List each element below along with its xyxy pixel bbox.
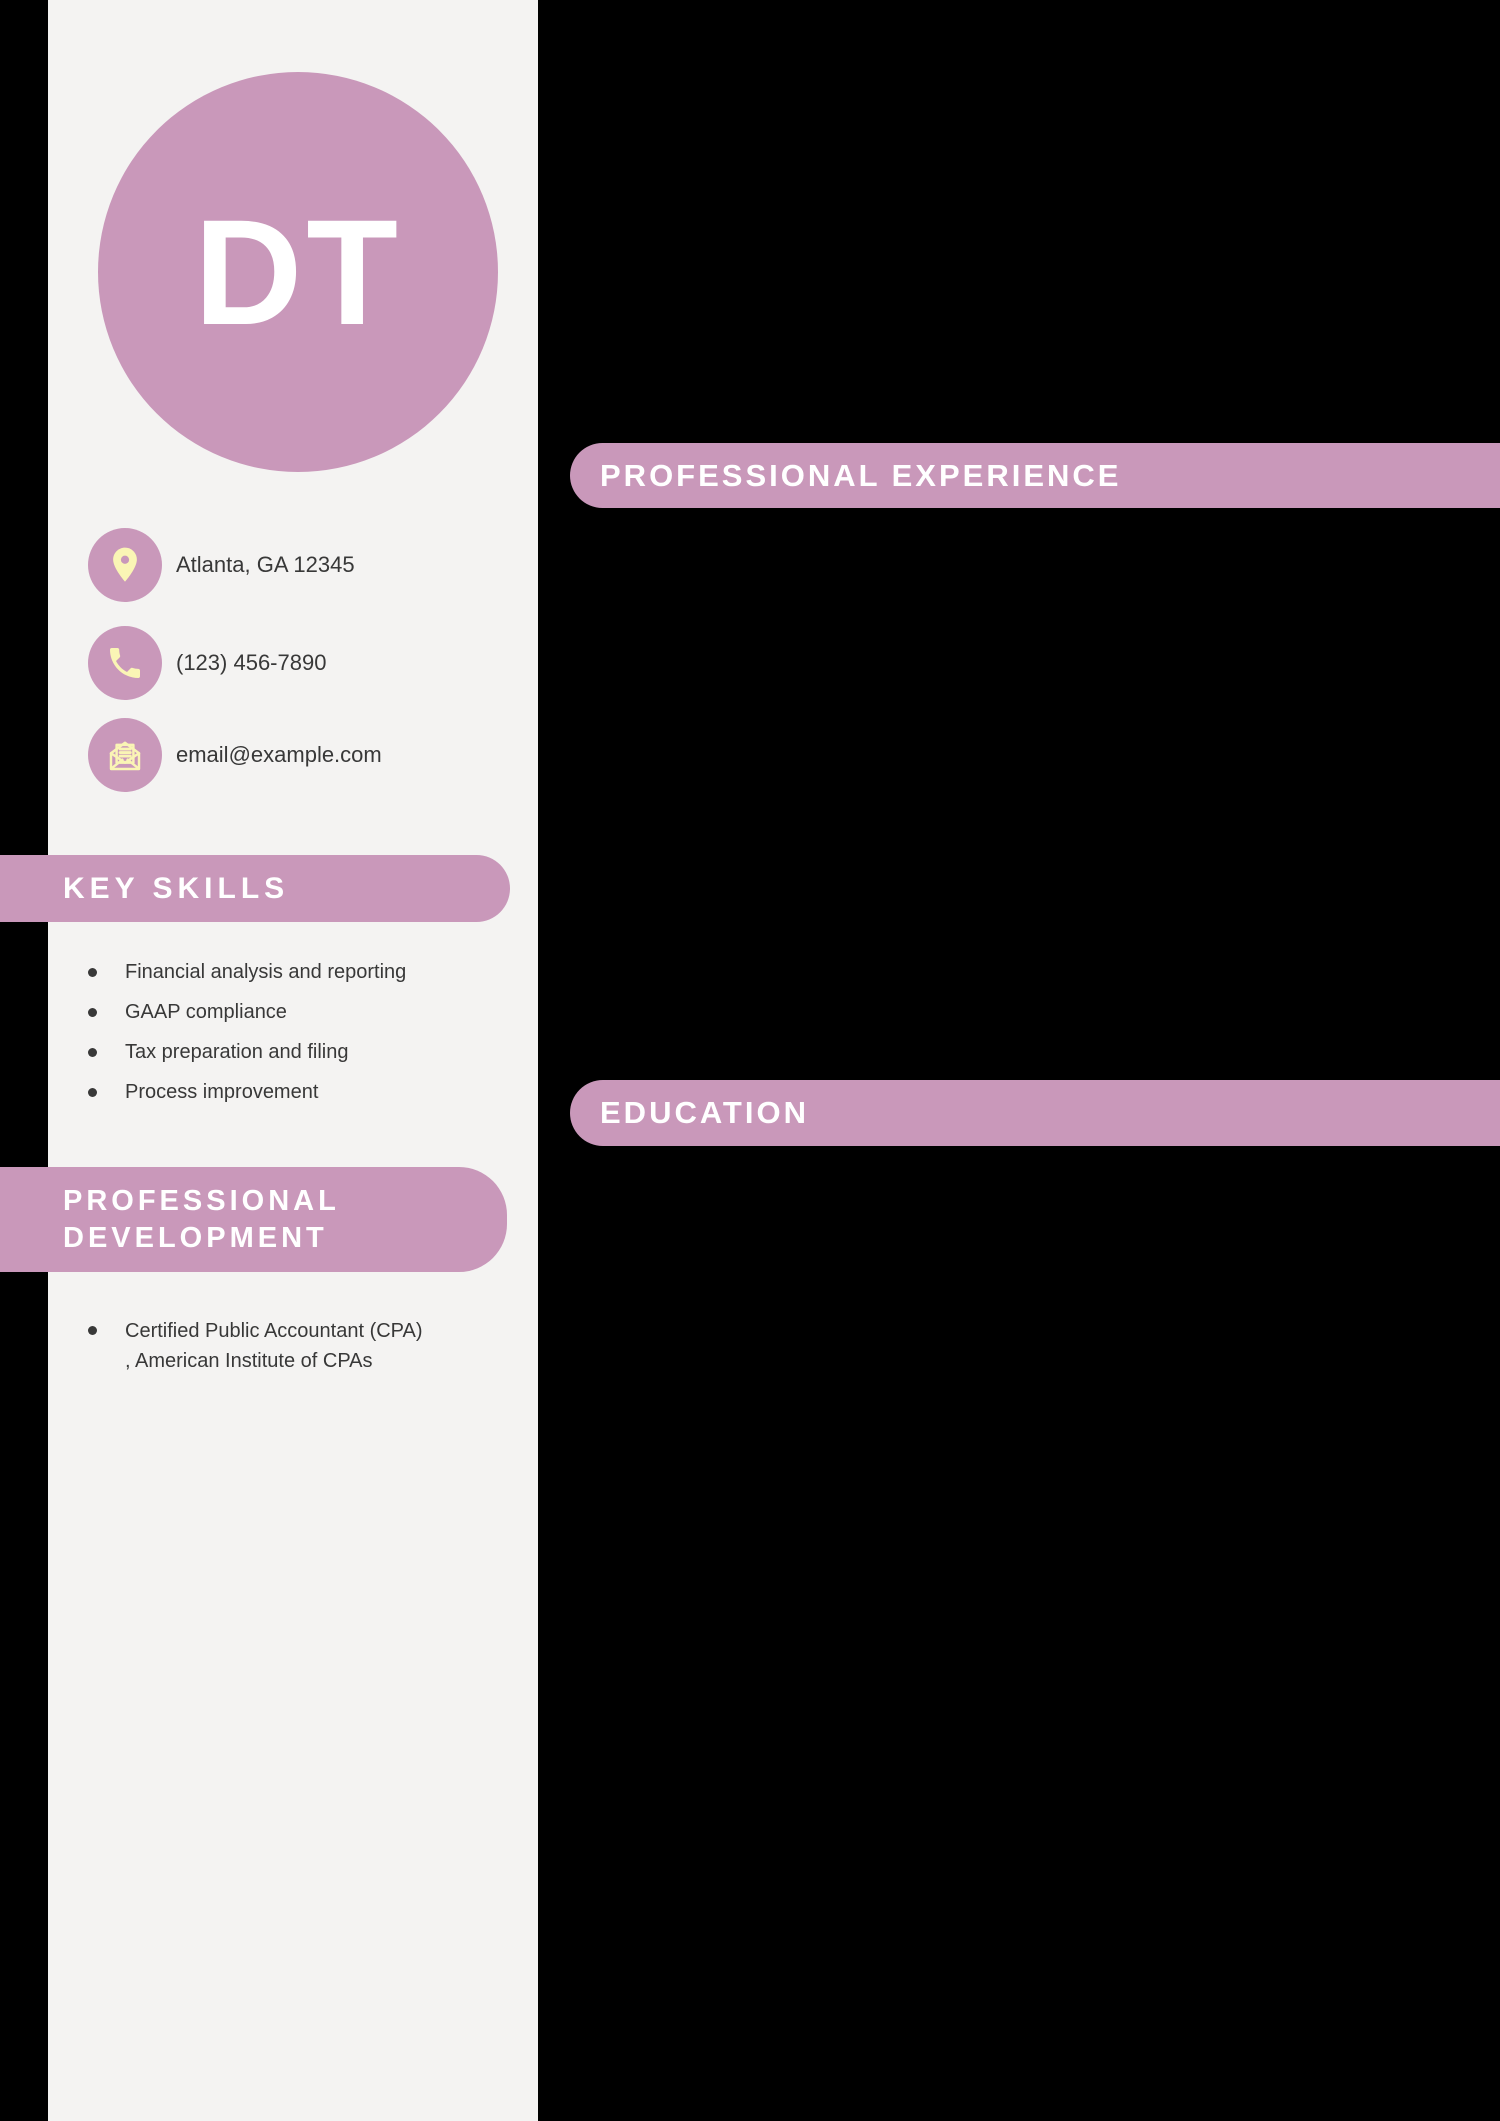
email-text: email@example.com <box>176 742 382 767</box>
location-pin-icon <box>88 528 162 602</box>
avatar-initials: DT <box>194 187 402 356</box>
list-item: Tax preparation and filing <box>88 1041 518 1064</box>
certification-line-1: Certified Public Accountant (CPA) <box>125 1320 423 1342</box>
list-item: Financial analysis and reporting <box>88 961 518 984</box>
professional-development-banner <box>0 1167 507 1272</box>
key-skills-list <box>88 961 518 1121</box>
title-line-2: DEVELOPMENT <box>63 1221 328 1254</box>
email-icon <box>88 718 162 792</box>
title-line-1: PROFESSIONAL <box>63 1184 340 1217</box>
professional-development-title <box>63 1183 340 1257</box>
list-item: GAAP compliance <box>88 1001 518 1024</box>
phone-icon <box>88 626 162 700</box>
professional-experience-title: PROFESSIONAL EXPERIENCE <box>600 457 1122 493</box>
professional-experience-banner <box>570 443 1500 508</box>
contact-item-email <box>88 718 382 792</box>
key-skills-title: KEY SKILLS <box>63 871 290 905</box>
certification-line-2: , American Institute of CPAs <box>125 1350 373 1372</box>
education-title: EDUCATION <box>600 1095 809 1130</box>
professional-development-list <box>88 1316 518 1376</box>
key-skills-banner <box>0 855 510 922</box>
list-item: Process improvement <box>88 1081 518 1104</box>
contact-item-phone <box>88 626 326 700</box>
list-item <box>88 1316 518 1376</box>
phone-text: (123) 456-7890 <box>176 650 327 675</box>
avatar <box>98 72 498 472</box>
location-text: Atlanta, GA 12345 <box>176 552 355 577</box>
education-banner <box>570 1080 1500 1146</box>
contact-item-location <box>88 528 355 602</box>
